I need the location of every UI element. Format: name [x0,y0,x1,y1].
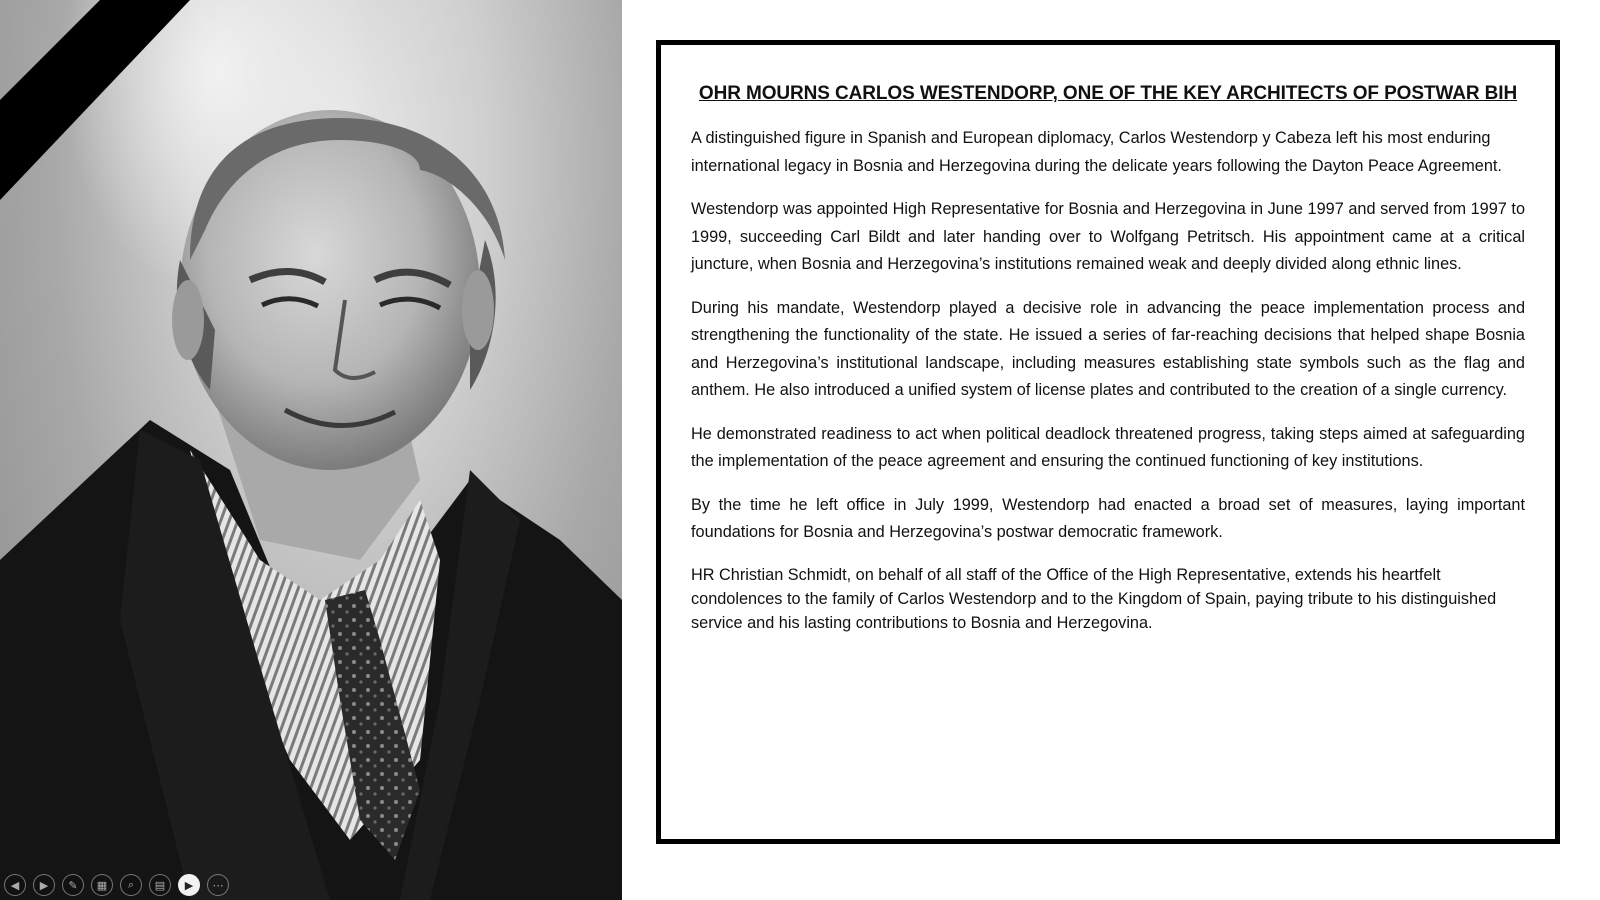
more-options-icon[interactable]: ⋯ [207,874,229,896]
subtitles-icon[interactable]: ▤ [149,874,171,896]
article-headline: OHR MOURNS CARLOS WESTENDORP, ONE OF THE KEY ARCHITECTS OF POSTWAR BIH [698,83,1518,104]
presenter-toolbar [4,872,229,898]
article-paragraph-5: By the time he left office in July 1999, Westendorp had enacted a broad set of measures, laying important foundations for Bosnia and Herzegovina’s postwar democratic framework. [691,495,1525,541]
article-paragraph-2: Westendorp was appointed High Representative for Bosnia and Herzegovina in June 1997 and served from 1997 to 1999, succeeding Carl Bildt and later handing over to Wolfgang Petritsch. His appointment came at a critical juncture, when Bosnia and Herzegovina’s institutions remained weak and deeply divided along ethnic lines. [691,200,1525,273]
camera-icon[interactable]: ▶ [178,874,200,896]
article-box [656,40,1560,844]
pen-icon[interactable]: ✎ [62,874,84,896]
previous-slide-icon[interactable]: ◀ [4,874,26,896]
see-all-slides-icon[interactable]: ▦ [91,874,113,896]
article-paragraph-6: HR Christian Schmidt, on behalf of all staff of the Office of the High Representative, extends his heartfelt condolences to the family of Carlos Westendorp and to the Kingdom of Spain, paying tribute to his distinguished service and his lasting contributions to Bosnia and Herzegovina. [691,565,1497,632]
portrait-photo [0,0,622,900]
next-slide-icon[interactable]: ▶ [33,874,55,896]
zoom-icon[interactable]: ⌕ [120,874,142,896]
article-paragraph-3: During his mandate, Westendorp played a decisive role in advancing the peace implementation process and strengthening the functionality of the state. He issued a series of far-reaching decisions that helped shape Bosnia and Herzegovina’s institutional landscape, including measures establishing state symbols such as the flag and anthem. He also introduced a unified system of license plates and contributed to the creation of a single currency. [691,298,1525,399]
portrait-illustration [0,0,622,900]
article-paragraph-1: A distinguished figure in Spanish and European diplomacy, Carlos Westendorp y Cabeza left his most enduring international legacy in Bosnia and Herzegovina during the delicate years following the Dayton Peace Agreement. [691,129,1502,175]
article-paragraph-4: He demonstrated readiness to act when political deadlock threatened progress, taking steps aimed at safeguarding the implementation of the peace agreement and ensuring the continued functioning of key institutions. [691,424,1525,470]
